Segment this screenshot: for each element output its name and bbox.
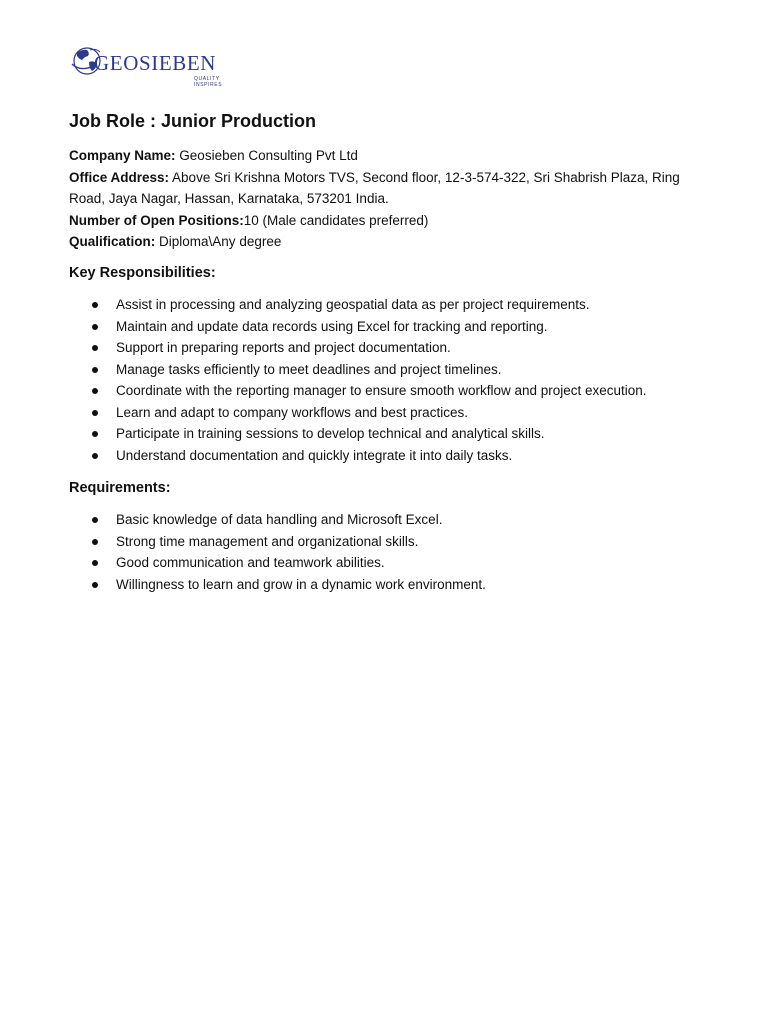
responsibilities-list (0, 294, 700, 466)
list-item (0, 380, 700, 402)
list-item (0, 337, 700, 359)
responsibilities-heading: Key Responsibilities: (69, 265, 216, 281)
list-item (0, 294, 700, 316)
list-item-text: Assist in processing and analyzing geospatial data as per project requirements. (116, 297, 590, 312)
list-item-text: Willingness to learn and grow in a dynamic work environment. (116, 576, 486, 592)
office-address-row (69, 167, 709, 210)
open-positions-row (69, 210, 709, 232)
bullet-icon (92, 345, 98, 351)
list-item (0, 574, 700, 596)
bullet-icon (92, 388, 98, 394)
list-item (0, 509, 700, 531)
list-item (0, 316, 700, 338)
open-positions-value: 10 (Male candidates preferred) (243, 212, 429, 228)
company-name-label: Company Name: (69, 148, 176, 163)
list-item-text: Good communication and teamwork abilities. (116, 555, 385, 570)
job-info-block (69, 145, 709, 253)
list-item (0, 445, 700, 467)
bullet-icon (92, 410, 98, 416)
list-item (0, 423, 700, 445)
qualification-value: Diploma\Any degree (159, 234, 282, 249)
bullet-icon (92, 431, 98, 437)
bullet-icon (92, 582, 98, 588)
requirements-heading: Requirements: (69, 480, 171, 496)
list-item-text: Coordinate with the reporting manager to ensure smooth workflow and project execution. (116, 383, 647, 398)
bullet-icon (92, 517, 98, 523)
office-address-value: Above Sri Krishna Motors TVS, Second floor, 12-3-574-322, Sri Shabrish Plaza, Ring Road, Jaya Nagar, Hassan, Karnataka, 573201 India. (69, 169, 680, 206)
job-title: Job Role : Junior Production (69, 111, 316, 131)
company-logo (70, 42, 240, 86)
logo-tagline: QUALITY INSPIRES (194, 76, 223, 88)
list-item-text: Strong time management and organizational skills. (116, 533, 419, 549)
bullet-icon (92, 367, 98, 373)
list-item-text: Learn and adapt to company workflows and best practices. (116, 404, 468, 420)
list-item (0, 531, 700, 553)
company-name-value: Geosieben Consulting Pvt Ltd (179, 148, 358, 163)
list-item-text: Support in preparing reports and project documentation. (116, 340, 451, 355)
company-name-row (69, 145, 709, 167)
bullet-icon (92, 453, 98, 459)
qualification-label: Qualification: (69, 234, 156, 249)
logo-wordmark: GEOSIEBEN (94, 51, 217, 75)
office-address-label: Office Address: (69, 169, 170, 185)
list-item-text: Maintain and update data records using Excel for tracking and reporting. (116, 318, 548, 334)
bullet-icon (92, 302, 98, 308)
list-item-text: Manage tasks efficiently to meet deadlines and project timelines. (116, 361, 502, 377)
list-item (0, 402, 700, 424)
list-item-text: Basic knowledge of data handling and Microsoft Excel. (116, 512, 443, 527)
list-item (0, 359, 700, 381)
list-item-text: Participate in training sessions to develop technical and analytical skills. (116, 426, 545, 441)
requirements-list (0, 509, 700, 595)
bullet-icon (92, 324, 98, 330)
list-item-text: Understand documentation and quickly integrate it into daily tasks. (116, 447, 513, 463)
list-item (0, 552, 700, 574)
qualification-row (69, 231, 709, 253)
bullet-icon (92, 539, 98, 545)
bullet-icon (92, 560, 98, 566)
open-positions-label: Number of Open Positions: (69, 212, 244, 228)
